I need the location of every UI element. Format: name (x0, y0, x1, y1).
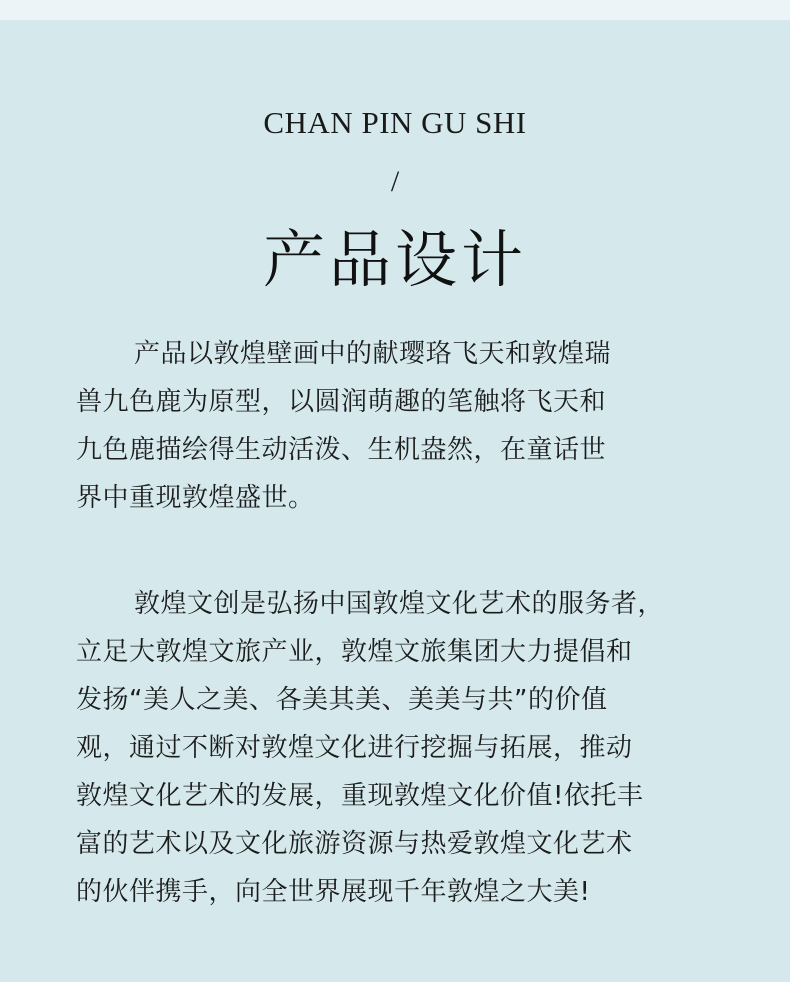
paragraph-line: 敦煌文化艺术的发展，重现敦煌文化价值!依托丰 (76, 781, 644, 811)
paragraph-line: 观，通过不断对敦煌文化进行挖掘与拓展，推动 (76, 733, 633, 763)
pinyin-subtitle: CHAN PIN GU SHI (263, 105, 527, 140)
paragraph-line: 界中重现敦煌盛世。 (76, 483, 315, 513)
paragraph-line: 立足大敦煌文旅产业，敦煌文旅集团大力提倡和 (76, 637, 633, 667)
paragraph-line: 发扬“美人之美、各美其美、美美与共”的价值 (76, 685, 608, 715)
paragraph-line: 兽九色鹿为原型，以圆润萌趣的笔触将飞天和 (76, 387, 607, 417)
paragraph-line: 的伙伴携手，向全世界展现千年敦煌之大美! (76, 877, 591, 907)
paragraph-line: 富的艺术以及文化旅游资源与热爱敦煌文化艺术 (76, 829, 633, 859)
paragraph-line: 九色鹿描绘得生动活泼、生机盎然，在童话世 (76, 435, 607, 465)
section-title: 产品设计 (262, 223, 527, 296)
paragraph-line: 产品以敦煌壁画中的献璎珞飞天和敦煌瑞 (134, 339, 612, 369)
intro-paragraph (76, 330, 716, 522)
brand-paragraph (76, 580, 716, 916)
top-band (0, 0, 790, 20)
paragraph-line: 敦煌文创是弘扬中国敦煌文化艺术的服务者， (134, 589, 665, 619)
separator-slash: / (390, 165, 400, 198)
